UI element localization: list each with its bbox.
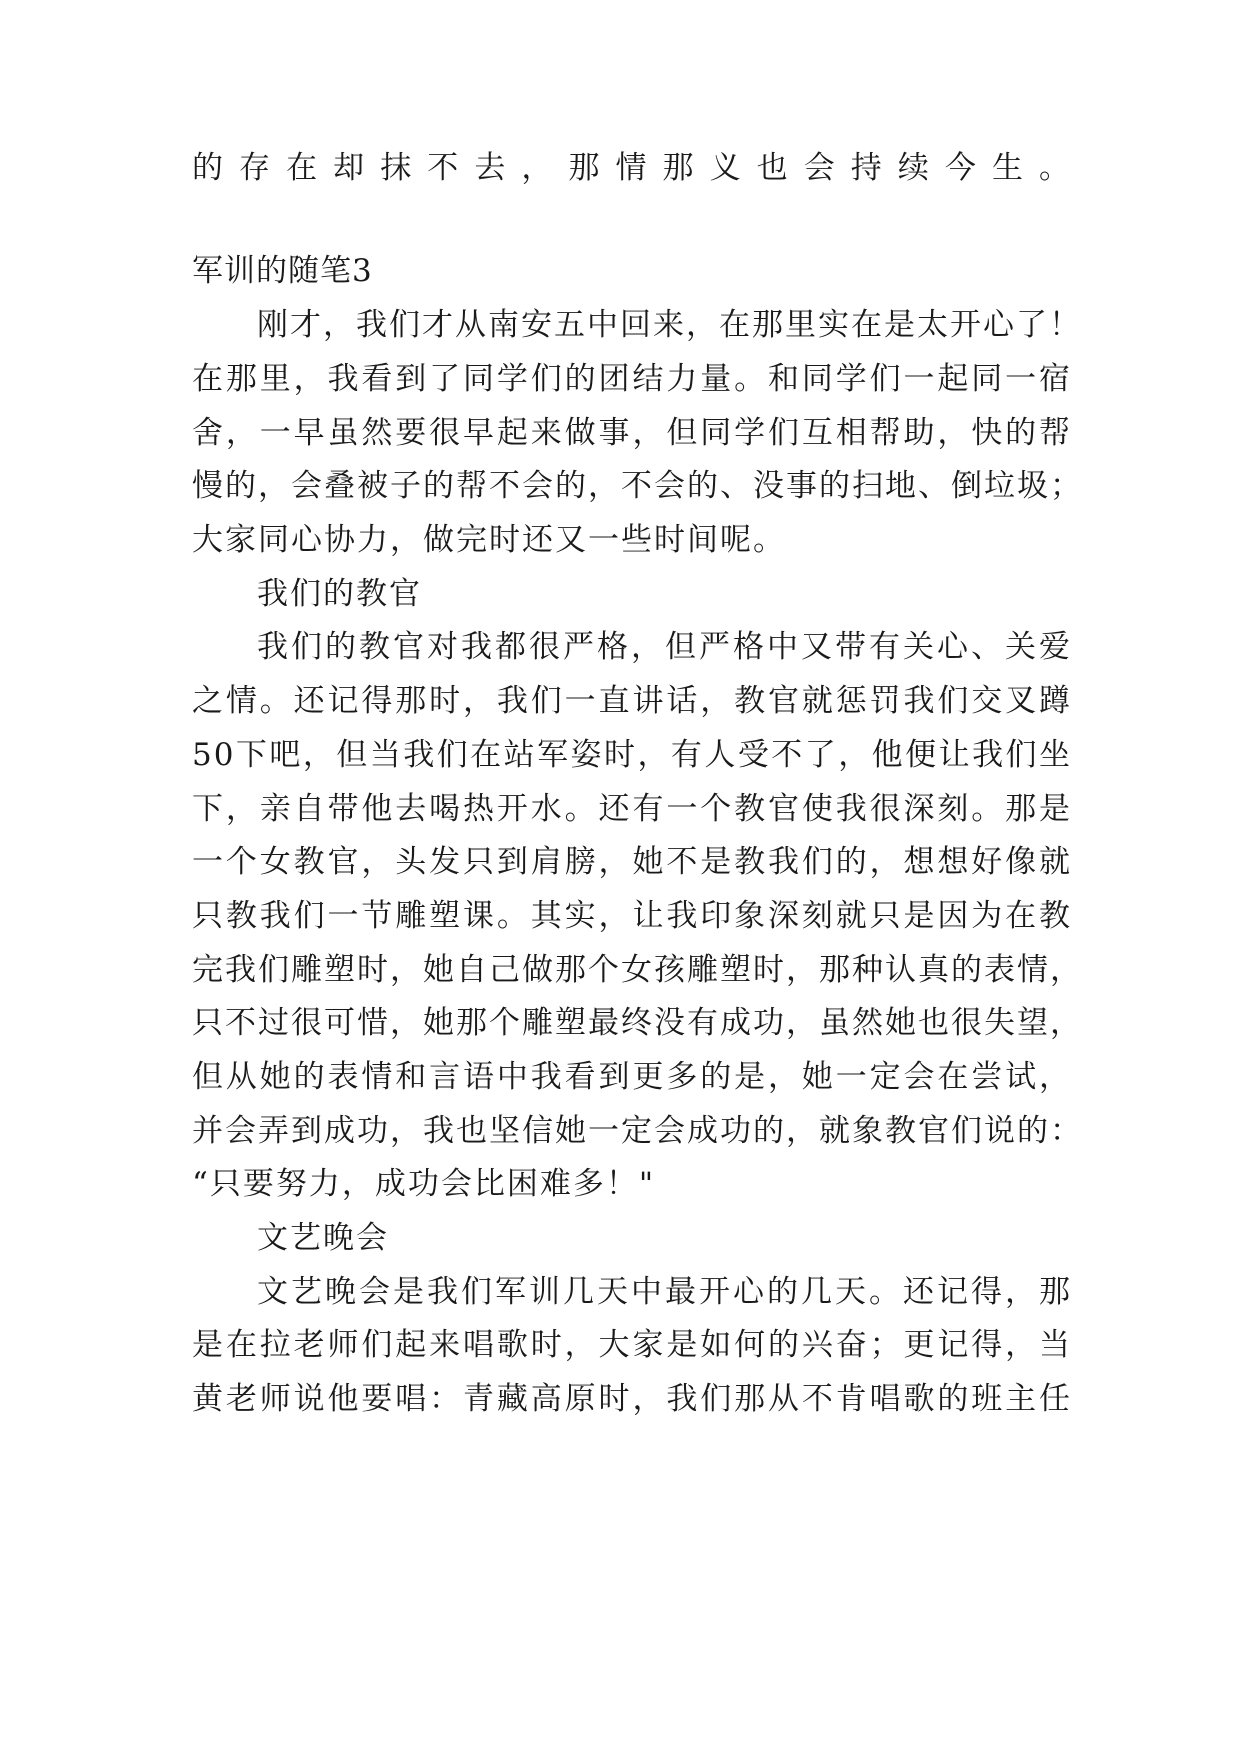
paragraph-line: “只要努力，成功会比困难多！" <box>192 1166 656 1202</box>
paragraph-line: 是在拉老师们起来唱歌时，大家是如何的兴奋；更记得，当 <box>192 1327 1072 1363</box>
paragraph-line: 大家同心协力，做完时还又一些时间呢。 <box>192 522 786 558</box>
section-title: 军训的随笔3 <box>192 253 373 289</box>
paragraph-line: 黄老师说他要唱：青藏高原时，我们那从不肯唱歌的班主任 <box>192 1381 1072 1417</box>
paragraph-line: 的存在却抹不去，那情那义也会持续今生。 <box>192 150 1072 186</box>
paragraph-line: 舍，一早虽然要很早起来做事，但同学们互相帮助，快的帮 <box>192 415 1072 451</box>
paragraph-line: 下，亲自带他去喝热开水。还有一个教官使我很深刻。那是 <box>192 791 1072 827</box>
paragraph-line: 在那里，我看到了同学们的团结力量。和同学们一起同一宿 <box>192 361 1072 397</box>
subheading: 我们的教官 <box>257 576 422 612</box>
paragraph-line: 50下吧，但当我们在站军姿时，有人受不了，他便让我们坐 <box>192 737 1072 773</box>
paragraph-line: 只教我们一节雕塑课。其实，让我印象深刻就只是因为在教 <box>192 898 1072 934</box>
paragraph-line: 文艺晚会是我们军训几天中最开心的几天。还记得，那 <box>257 1274 1072 1310</box>
subheading: 文艺晚会 <box>257 1220 389 1256</box>
paragraph-line: 我们的教官对我都很严格，但严格中又带有关心、关爱 <box>257 629 1072 665</box>
paragraph-line: 完我们雕塑时，她自己做那个女孩雕塑时，那种认真的表情， <box>192 952 1083 988</box>
paragraph-line: 刚才，我们才从南安五中回来，在那里实在是太开心了！ <box>257 307 1082 343</box>
paragraph-line: 一个女教官，头发只到肩膀，她不是教我们的，想想好像就 <box>192 844 1072 880</box>
paragraph-line: 慢的，会叠被子的帮不会的，不会的、没事的扫地、倒垃圾； <box>192 468 1083 504</box>
paragraph-line: 只不过很可惜，她那个雕塑最终没有成功，虽然她也很失望， <box>192 1005 1083 1041</box>
paragraph-line: 之情。还记得那时，我们一直讲话，教官就惩罚我们交叉蹲 <box>192 683 1072 719</box>
paragraph-line: 并会弄到成功，我也坚信她一定会成功的，就象教官们说的： <box>192 1113 1083 1149</box>
paragraph-line: 但从她的表情和言语中我看到更多的是，她一定会在尝试， <box>192 1059 1072 1095</box>
